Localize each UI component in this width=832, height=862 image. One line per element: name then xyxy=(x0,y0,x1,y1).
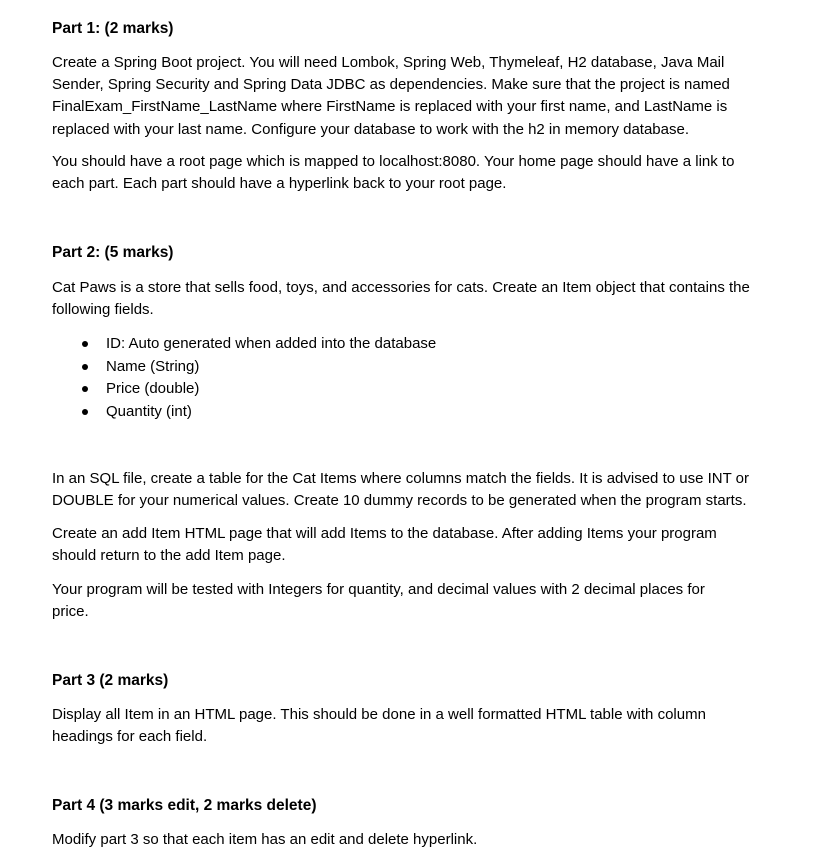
bullet-icon xyxy=(82,386,88,392)
part2-testing-paragraph xyxy=(52,579,792,623)
text-line: Display all Item in an HTML page. This should be done in a well formatted HTML table with column xyxy=(52,706,706,723)
text-line: Create an add Item HTML page that will add Items to the database. After adding Items your program xyxy=(52,525,717,542)
text-line: price. xyxy=(52,603,89,621)
field-label: Price (double) xyxy=(106,380,200,397)
text-line: Create a Spring Boot project. You will need Lombok, Spring Web, Thymeleaf, H2 database, Java Mail xyxy=(52,54,725,71)
text-line: Sender, Spring Security and Spring Data JDBC as dependencies. Make sure that the project is named xyxy=(52,76,730,94)
bullet-icon xyxy=(82,364,88,370)
part4-heading: Part 4 (3 marks edit, 2 marks delete) xyxy=(52,797,317,814)
part2-add-item-paragraph xyxy=(52,523,792,567)
part2-intro-paragraph xyxy=(52,277,792,321)
text-line: Your program will be tested with Integers for quantity, and decimal values with 2 decimal places for xyxy=(52,581,705,598)
bullet-icon xyxy=(82,341,88,347)
text-line: replaced with your last name. Configure your database to work with the h2 in memory database. xyxy=(52,120,690,138)
text-line: DOUBLE for your numerical values. Create 10 dummy records to be generated when the program starts. xyxy=(52,492,747,510)
text-line: You should have a root page which is mapped to localhost:8080. Your home page should have a link to xyxy=(52,153,735,170)
text-line: should return to the add Item page. xyxy=(52,547,286,565)
text-line: following fields. xyxy=(52,301,154,319)
item-fields-list xyxy=(52,333,436,423)
text-line: Modify part 3 so that each item has an edit and delete hyperlink. xyxy=(52,831,478,848)
list-item xyxy=(52,356,436,379)
field-label: Quantity (int) xyxy=(106,402,192,420)
text-line: each part. Each part should have a hyperlink back to your root page. xyxy=(52,175,507,193)
part4-paragraph xyxy=(52,829,792,851)
text-line: In an SQL file, create a table for the Cat Items where columns match the fields. It is advised to use INT or xyxy=(52,470,749,487)
part2-heading: Part 2: (5 marks) xyxy=(52,244,174,261)
text-line: headings for each field. xyxy=(52,728,208,746)
bullet-icon xyxy=(82,409,88,415)
field-label: Name (String) xyxy=(106,357,200,375)
part1-heading: Part 1: (2 marks) xyxy=(52,20,174,37)
part3-paragraph xyxy=(52,704,792,748)
text-line: Cat Paws is a store that sells food, toys, and accessories for cats. Create an Item object that contains the xyxy=(52,279,750,296)
part2-sql-paragraph xyxy=(52,468,792,512)
list-item xyxy=(52,378,436,401)
text-line: FinalExam_FirstName_LastName where FirstName is replaced with your first name, and LastName is xyxy=(52,98,728,116)
part1-root-page-paragraph xyxy=(52,151,792,195)
part1-setup-paragraph xyxy=(52,52,792,141)
field-label: ID: Auto generated when added into the database xyxy=(106,335,437,352)
list-item xyxy=(52,333,436,356)
part3-heading: Part 3 (2 marks) xyxy=(52,672,169,689)
list-item xyxy=(52,401,436,424)
